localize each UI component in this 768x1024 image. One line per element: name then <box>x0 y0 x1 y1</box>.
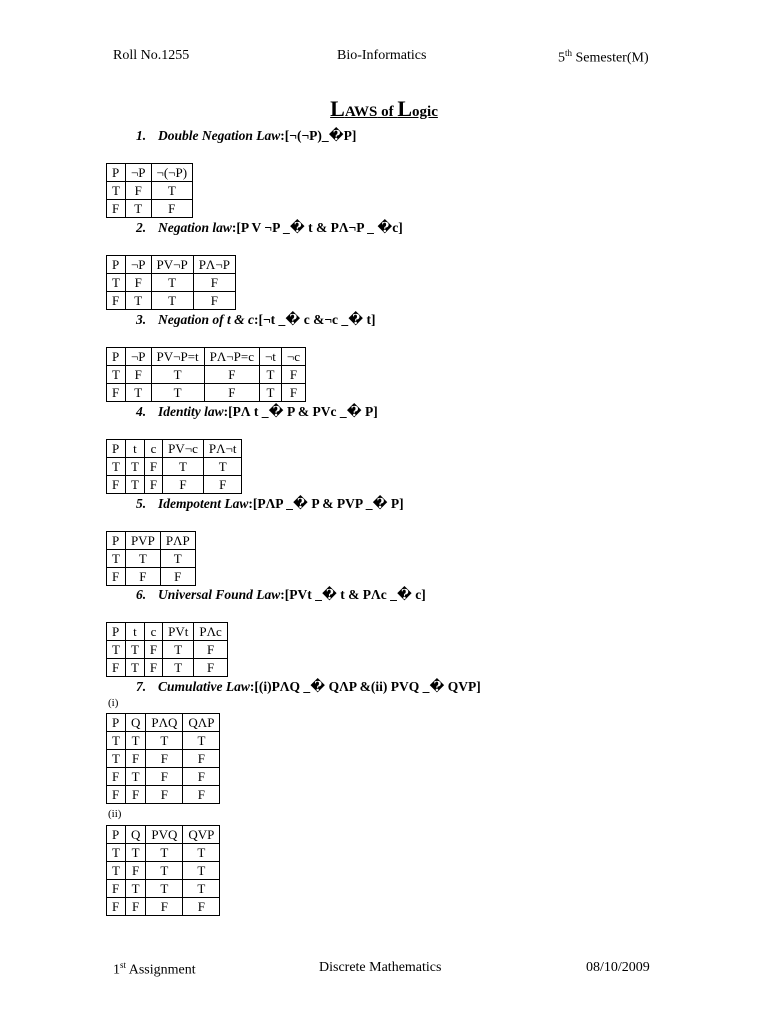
table-cell: F <box>144 659 162 677</box>
table-header-cell: PΛ¬t <box>203 440 242 458</box>
table-header-cell: QΛP <box>183 714 220 732</box>
table-cell: T <box>146 844 183 862</box>
table-row <box>107 880 220 898</box>
table-cell: F <box>144 476 162 494</box>
table-cell: F <box>146 898 183 916</box>
table-header-cell: ¬P <box>125 164 151 182</box>
table-cell: F <box>144 458 162 476</box>
table-header-cell: PV¬c <box>163 440 204 458</box>
table-header-row <box>107 440 242 458</box>
table-cell: T <box>259 366 281 384</box>
table-cell: F <box>146 750 183 768</box>
table-row <box>107 292 236 310</box>
truth-table-negation-t-c <box>106 347 306 402</box>
table-header-cell: ¬t <box>259 348 281 366</box>
table-cell: F <box>125 750 145 768</box>
table-cell: T <box>163 659 194 677</box>
table-header-row <box>107 348 306 366</box>
table-row <box>107 366 306 384</box>
table-cell: F <box>193 274 235 292</box>
table-cell: F <box>107 659 126 677</box>
table-header-cell: PΛP <box>160 532 195 550</box>
table-cell: F <box>125 182 151 200</box>
table-cell: F <box>146 768 183 786</box>
table-cell: F <box>146 786 183 804</box>
sub-label-i: (i) <box>108 697 119 709</box>
table-header-cell: P <box>107 348 126 366</box>
table-cell: F <box>281 384 305 402</box>
table-cell: F <box>107 292 126 310</box>
law-heading-6: 6. Universal Found Law:[PVt _� t & PΛc _� c] <box>136 587 426 602</box>
table-row <box>107 641 228 659</box>
truth-table-universal-found <box>106 622 228 677</box>
table-header-cell: PΛ¬P=c <box>204 348 259 366</box>
table-header-cell: QVP <box>183 826 220 844</box>
table-cell: T <box>183 844 220 862</box>
table-row <box>107 844 220 862</box>
table-header-cell: ¬P <box>125 256 151 274</box>
table-cell: F <box>183 898 220 916</box>
table-cell: T <box>146 862 183 880</box>
table-cell: T <box>125 384 151 402</box>
table-cell: F <box>151 200 193 218</box>
table-header-cell: ¬(¬P) <box>151 164 193 182</box>
table-row <box>107 786 220 804</box>
course-name: Discrete Mathematics <box>319 960 442 975</box>
table-header-row <box>107 826 220 844</box>
page-title: LAWS of Logic <box>330 96 438 121</box>
table-header-cell: Q <box>125 826 145 844</box>
table-row <box>107 458 242 476</box>
table-header-cell: c <box>144 440 162 458</box>
table-cell: F <box>107 200 126 218</box>
table-cell: T <box>107 182 126 200</box>
table-cell: T <box>125 550 160 568</box>
table-header-cell: c <box>144 623 162 641</box>
table-cell: T <box>107 366 126 384</box>
table-cell: T <box>125 844 145 862</box>
table-cell: F <box>125 786 145 804</box>
table-cell: T <box>151 182 193 200</box>
table-row <box>107 200 193 218</box>
table-cell: F <box>183 786 220 804</box>
table-cell: F <box>125 898 145 916</box>
table-header-row <box>107 714 220 732</box>
table-cell: F <box>125 366 151 384</box>
table-cell: F <box>163 476 204 494</box>
table-header-cell: P <box>107 623 126 641</box>
table-cell: T <box>183 732 220 750</box>
table-cell: F <box>183 768 220 786</box>
table-header-cell: PΛc <box>194 623 227 641</box>
table-header-cell: PVQ <box>146 826 183 844</box>
table-row <box>107 768 220 786</box>
table-cell: F <box>107 880 126 898</box>
law-heading-4: 4. Identity law:[PΛ t _� P & PVc _� P] <box>136 404 378 419</box>
table-header-cell: t <box>125 623 144 641</box>
table-header-cell: P <box>107 826 126 844</box>
sub-label-ii: (ii) <box>108 808 122 820</box>
table-cell: T <box>151 274 193 292</box>
table-cell: T <box>125 641 144 659</box>
table-row <box>107 568 196 586</box>
table-row <box>107 750 220 768</box>
table-header-cell: P <box>107 440 126 458</box>
truth-table-idempotent <box>106 531 196 586</box>
table-row <box>107 550 196 568</box>
table-cell: T <box>125 292 151 310</box>
table-cell: T <box>259 384 281 402</box>
law-heading-2: 2. Negation law:[P V ¬P _� t & PΛ¬P _ �c] <box>136 220 403 235</box>
table-cell: F <box>203 476 242 494</box>
subject-name: Bio-Informatics <box>337 48 427 63</box>
table-cell: T <box>151 366 204 384</box>
table-cell: T <box>125 659 144 677</box>
table-cell: T <box>146 880 183 898</box>
table-row <box>107 182 193 200</box>
table-cell: T <box>151 384 204 402</box>
table-row <box>107 384 306 402</box>
table-header-cell: Q <box>125 714 145 732</box>
truth-table-cumulative-or <box>106 825 220 916</box>
truth-table-identity <box>106 439 242 494</box>
table-row <box>107 476 242 494</box>
table-cell: T <box>183 880 220 898</box>
table-cell: T <box>163 458 204 476</box>
table-header-cell: P <box>107 714 126 732</box>
table-cell: T <box>160 550 195 568</box>
table-cell: F <box>204 384 259 402</box>
table-cell: T <box>125 732 145 750</box>
table-cell: T <box>107 732 126 750</box>
table-row <box>107 732 220 750</box>
table-cell: F <box>125 862 145 880</box>
truth-table-double-negation <box>106 163 193 218</box>
table-header-cell: PΛ¬P <box>193 256 235 274</box>
table-cell: F <box>144 641 162 659</box>
table-cell: F <box>194 659 227 677</box>
assignment-date: 08/10/2009 <box>586 960 650 975</box>
table-header-cell: PV¬P <box>151 256 193 274</box>
table-header-cell: PΛQ <box>146 714 183 732</box>
table-cell: F <box>204 366 259 384</box>
table-cell: F <box>194 641 227 659</box>
table-cell: T <box>125 768 145 786</box>
table-cell: T <box>125 200 151 218</box>
table-header-row <box>107 256 236 274</box>
table-cell: F <box>107 768 126 786</box>
table-cell: T <box>107 844 126 862</box>
table-header-cell: ¬c <box>281 348 305 366</box>
table-header-row <box>107 164 193 182</box>
table-cell: T <box>151 292 193 310</box>
table-cell: T <box>163 641 194 659</box>
law-heading-1: 1. Double Negation Law:[¬(¬P)_�P] <box>136 128 357 143</box>
table-cell: T <box>107 458 126 476</box>
table-cell: T <box>107 862 126 880</box>
roll-number: Roll No.1255 <box>113 48 190 63</box>
table-header-cell: PVt <box>163 623 194 641</box>
table-header-cell: P <box>107 532 126 550</box>
table-cell: F <box>125 568 160 586</box>
table-cell: F <box>107 476 126 494</box>
table-header-cell: PV¬P=t <box>151 348 204 366</box>
table-cell: F <box>160 568 195 586</box>
table-header-cell: t <box>125 440 144 458</box>
table-header-cell: PVP <box>125 532 160 550</box>
law-heading-7: 7. Cumulative Law:[(i)PΛQ _� QΛP &(ii) PVQ _� QVP] <box>136 679 481 694</box>
law-heading-3: 3. Negation of t & c:[¬t _� c &¬c _� t] <box>136 312 376 327</box>
table-row <box>107 274 236 292</box>
table-cell: T <box>107 550 126 568</box>
table-cell: T <box>107 274 126 292</box>
table-cell: F <box>107 898 126 916</box>
table-cell: T <box>203 458 242 476</box>
truth-table-negation <box>106 255 236 310</box>
table-row <box>107 898 220 916</box>
semester: 5th Semester(M) <box>558 48 649 66</box>
table-header-row <box>107 532 196 550</box>
table-cell: F <box>183 750 220 768</box>
law-heading-5: 5. Idempotent Law:[PΛP _� P & PVP _� P] <box>136 496 404 511</box>
assignment-number: 1st Assignment <box>113 960 196 978</box>
table-cell: T <box>125 458 144 476</box>
table-cell: T <box>125 880 145 898</box>
table-header-cell: ¬P <box>125 348 151 366</box>
table-cell: T <box>146 732 183 750</box>
table-cell: T <box>183 862 220 880</box>
table-header-row <box>107 623 228 641</box>
table-cell: T <box>125 476 144 494</box>
table-cell: T <box>107 641 126 659</box>
table-header-cell: P <box>107 256 126 274</box>
table-cell: T <box>107 750 126 768</box>
table-cell: F <box>125 274 151 292</box>
table-cell: F <box>107 786 126 804</box>
table-cell: F <box>107 384 126 402</box>
table-header-cell: P <box>107 164 126 182</box>
table-cell: F <box>281 366 305 384</box>
truth-table-cumulative-and <box>106 713 220 804</box>
table-row <box>107 659 228 677</box>
table-cell: F <box>107 568 126 586</box>
table-row <box>107 862 220 880</box>
table-cell: F <box>193 292 235 310</box>
